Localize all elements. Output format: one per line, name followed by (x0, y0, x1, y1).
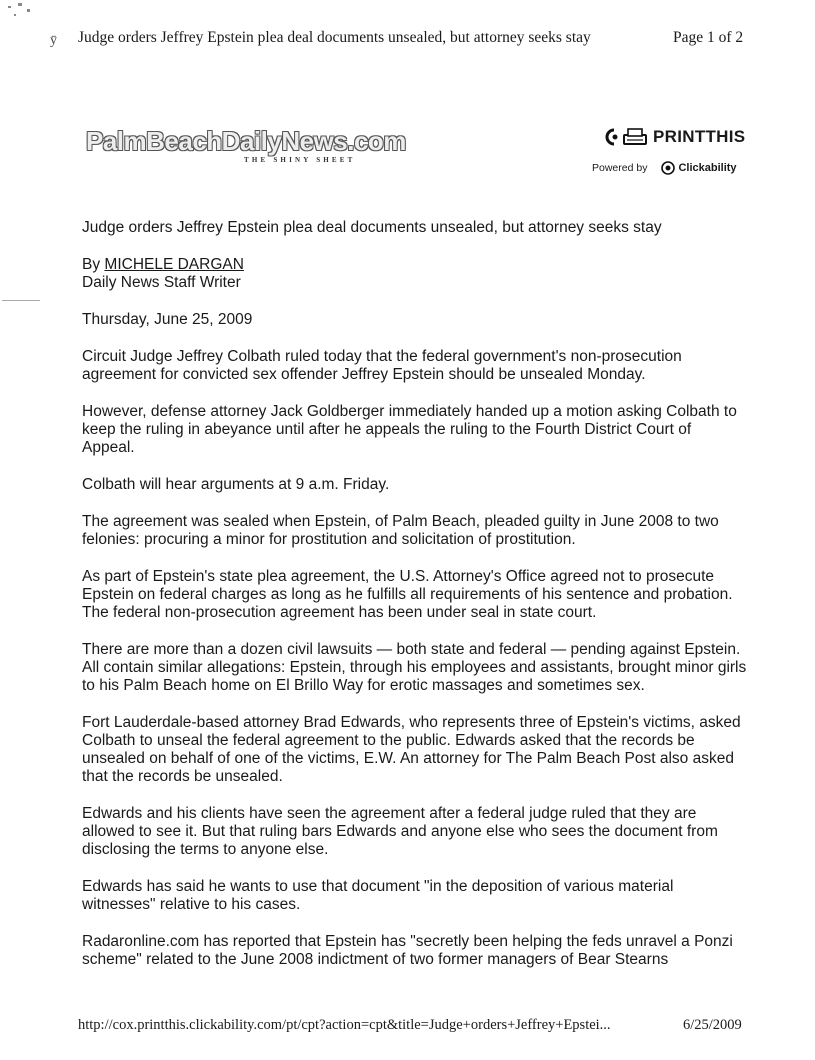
clickability-brand (661, 161, 736, 175)
site-logo (86, 126, 406, 179)
article-body (82, 219, 747, 988)
powered-by-label: Powered by (592, 162, 648, 174)
clickability-label: Clickability (678, 162, 737, 174)
article-date: Thursday, June 25, 2009 (82, 311, 253, 328)
page-number: Page 1 of 2 (673, 29, 744, 46)
footer-date: 6/25/2009 (683, 1017, 742, 1033)
article-paragraph: Edwards and his clients have seen the agreement after a federal judge ruled that they are allowed to see it. But that ruling bars Edwards and anyone else who sees the document from disclosing the terms to anyone else. (82, 805, 718, 858)
logo-text: PalmBeachDailyNews.com (86, 126, 406, 156)
article-paragraph: Colbath will hear arguments at 9 a.m. Friday. (82, 476, 390, 493)
article-paragraph: Radaronline.com has reported that Epstein has "secretly been helping the feds unravel a Ponzi scheme" related to the June 2008 indictment of two former managers of Bear Stearns (82, 933, 733, 968)
article-headline: Judge orders Jeffrey Epstein plea deal documents unsealed, but attorney seeks stay (82, 219, 662, 236)
scan-speck (8, 6, 11, 8)
clickability-icon (661, 161, 675, 175)
article-paragraph: However, defense attorney Jack Goldberger immediately handed up a motion asking Colbath to keep the ruling in abeyance until after he appeals the ruling to the Fourth District Court of Appeal. (82, 403, 737, 456)
article-paragraph: As part of Epstein's state plea agreement, the U.S. Attorney's Office agreed not to prosecute Epstein on federal charges as long as he fulfills all requirements of his sentence and probation. The federal non-prosecution agreement has been under seal in state court. (82, 568, 733, 621)
author-role: Daily News Staff Writer (82, 274, 241, 291)
article-paragraph: The agreement was sealed when Epstein, of Palm Beach, pleaded guilty in June 2008 to two felonies: procuring a minor for prostitution and solicitation of prostitution. (82, 513, 719, 548)
byline (82, 256, 747, 292)
scan-speck (27, 9, 30, 12)
article-paragraph: Fort Lauderdale-based attorney Brad Edwards, who represents three of Epstein's victims, asked Colbath to unseal the federal agreement to the public. Edwards asked that the records be unsealed on behalf of one of the victims, E.W. An attorney for The Palm Beach Post also asked that the records be unsealed. (82, 714, 741, 785)
scan-speck (2, 300, 40, 301)
footer-url: http://cox.printthis.clickability.com/pt/cpt?action=cpt&title=Judge+orders+Jeffrey+Epstei... (78, 1017, 611, 1033)
article-paragraph: Circuit Judge Jeffrey Colbath ruled today that the federal government's non-prosecution agreement for convicted sex offender Jeffrey Epstein should be unsealed Monday. (82, 348, 682, 383)
logo-tagline: THE SHINY SHEET (244, 156, 356, 164)
page-header-title: Judge orders Jeffrey Epstein plea deal documents unsealed, but attorney seeks stay (78, 29, 591, 46)
author-link[interactable]: MICHELE DARGAN (104, 256, 244, 273)
printthis-badge (592, 127, 755, 182)
article-paragraph: Edwards has said he wants to use that document "in the deposition of various material witnesses" relative to his cases. (82, 878, 674, 913)
byline-prefix: By (82, 256, 105, 273)
printthis-label: PRINTTHIS (653, 127, 746, 146)
article-paragraph: There are more than a dozen civil lawsuits — both state and federal — pending against Epstein. All contain similar allegations: Epstein, through his employees and assistants, brought minor girls to his Palm Beach home on El Brillo Way for erotic massages and sometimes sex. (82, 641, 747, 694)
scan-speck (14, 14, 16, 16)
scan-speck (18, 3, 22, 6)
printer-icon (605, 127, 649, 147)
margin-mark: ȳ (50, 33, 57, 48)
